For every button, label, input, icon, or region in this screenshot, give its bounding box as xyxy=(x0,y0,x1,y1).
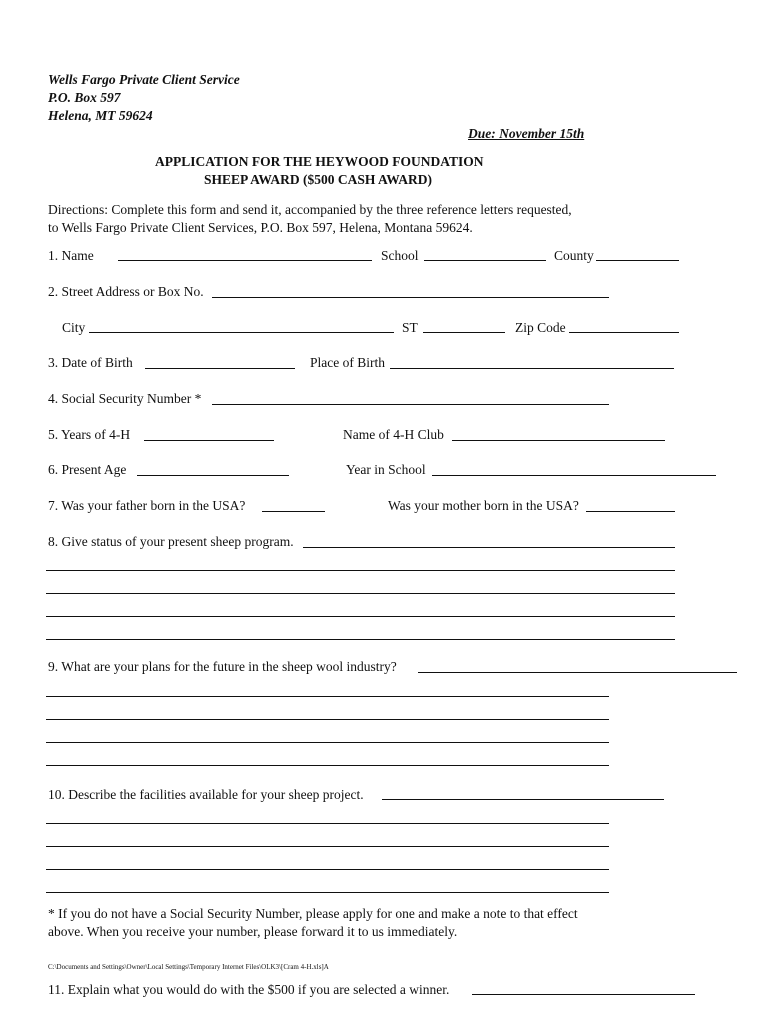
county-field[interactable] xyxy=(596,260,679,261)
father-field[interactable] xyxy=(262,511,325,512)
zip-field[interactable] xyxy=(569,332,679,333)
dob-field[interactable] xyxy=(145,368,295,369)
footnote-line1: * If you do not have a Social Security Number, please apply for one and make a note to that effect xyxy=(48,906,578,921)
q8-line[interactable] xyxy=(46,639,675,640)
q8-line[interactable] xyxy=(46,616,675,617)
st-label: ST xyxy=(402,320,418,335)
name-field[interactable] xyxy=(118,260,372,261)
q9-field[interactable] xyxy=(418,672,737,673)
due-date: Due: November 15th xyxy=(468,126,585,141)
q11-field[interactable] xyxy=(472,994,695,995)
q9-line[interactable] xyxy=(46,696,609,697)
org-name: Wells Fargo Private Client Service xyxy=(48,72,240,87)
age-field[interactable] xyxy=(137,475,289,476)
org-city: Helena, MT 59624 xyxy=(48,108,153,123)
pob-label: Place of Birth xyxy=(310,355,385,370)
school-label: School xyxy=(381,248,419,263)
footnote-line2: above. When you receive your number, please forward it to us immediately. xyxy=(48,924,458,939)
ssn-label: 4. Social Security Number * xyxy=(48,391,202,406)
age-label: 6. Present Age xyxy=(48,462,127,477)
q8-label: 8. Give status of your present sheep program. xyxy=(48,534,294,549)
mother-field[interactable] xyxy=(586,511,675,512)
city-label: City xyxy=(62,320,86,335)
q9-line[interactable] xyxy=(46,742,609,743)
directions-line1: Directions: Complete this form and send it, accompanied by the three reference letters requested, xyxy=(48,202,572,217)
q9-line[interactable] xyxy=(46,719,609,720)
street-field[interactable] xyxy=(212,297,609,298)
city-field[interactable] xyxy=(89,332,394,333)
pob-field[interactable] xyxy=(390,368,674,369)
q8-line[interactable] xyxy=(46,570,675,571)
county-label: County xyxy=(554,248,594,263)
year-in-school-label: Year in School xyxy=(346,462,426,477)
q10-line[interactable] xyxy=(46,823,609,824)
q10-line[interactable] xyxy=(46,892,609,893)
st-field[interactable] xyxy=(423,332,505,333)
dob-label: 3. Date of Birth xyxy=(48,355,133,370)
father-label: 7. Was your father born in the USA? xyxy=(48,498,246,513)
years-4h-label: 5. Years of 4-H xyxy=(48,427,131,442)
q10-field[interactable] xyxy=(382,799,664,800)
q9-label: 9. What are your plans for the future in the sheep wool industry? xyxy=(48,659,397,674)
directions-line2: to Wells Fargo Private Client Services, P.O. Box 597, Helena, Montana 59624. xyxy=(48,220,473,235)
q8-field[interactable] xyxy=(303,547,675,548)
year-in-school-field[interactable] xyxy=(432,475,716,476)
ssn-field[interactable] xyxy=(212,404,609,405)
mother-label: Was your mother born in the USA? xyxy=(388,498,579,513)
street-label: 2. Street Address or Box No. xyxy=(48,284,204,299)
form-title-line1: APPLICATION FOR THE HEYWOOD FOUNDATION xyxy=(155,154,484,169)
q11-label: 11. Explain what you would do with the $500 if you are selected a winner. xyxy=(48,982,450,997)
q10-line[interactable] xyxy=(46,846,609,847)
zip-label: Zip Code xyxy=(515,320,566,335)
school-field[interactable] xyxy=(424,260,546,261)
years-4h-field[interactable] xyxy=(144,440,274,441)
club-label: Name of 4-H Club xyxy=(343,427,444,442)
club-field[interactable] xyxy=(452,440,665,441)
name-label: 1. Name xyxy=(48,248,94,263)
org-address: P.O. Box 597 xyxy=(48,90,121,105)
q8-line[interactable] xyxy=(46,593,675,594)
q10-label: 10. Describe the facilities available for your sheep project. xyxy=(48,787,364,802)
q9-line[interactable] xyxy=(46,765,609,766)
form-title-line2: SHEEP AWARD ($500 CASH AWARD) xyxy=(204,172,433,187)
file-path: C:\Documents and Settings\Owner\Local Settings\Temporary Internet Files\OLK3\[Cram 4-H.xls]A xyxy=(48,963,329,971)
q10-line[interactable] xyxy=(46,869,609,870)
